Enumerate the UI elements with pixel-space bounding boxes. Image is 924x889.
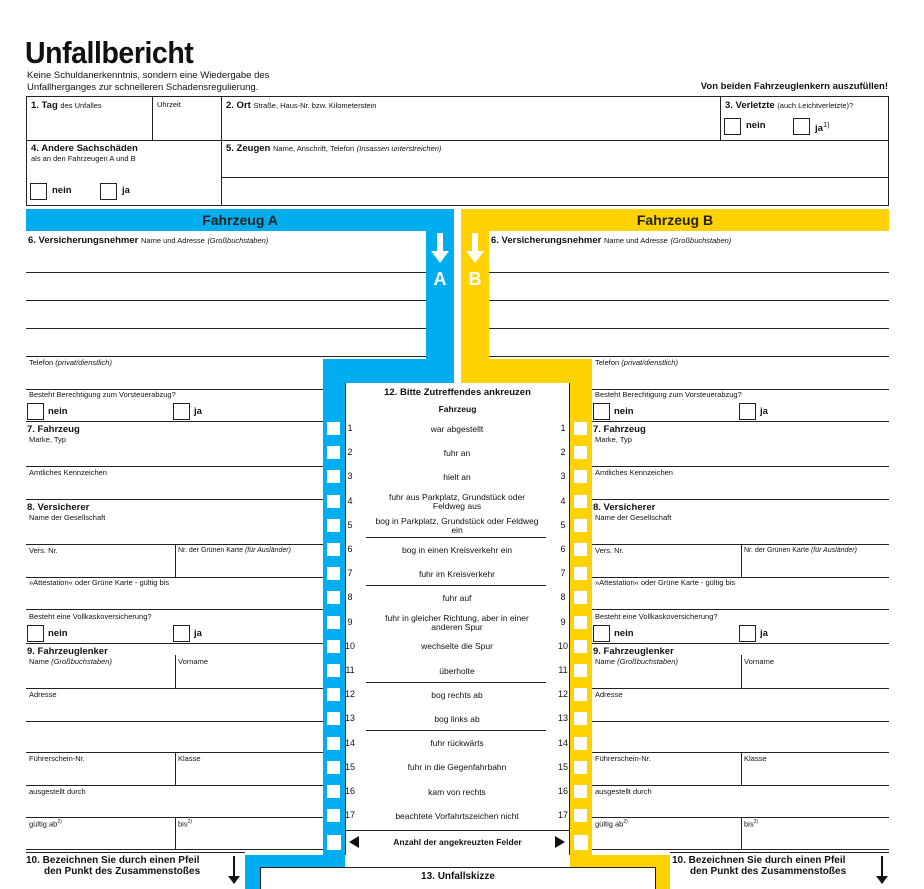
- a-insurer-label: Name der Gesellschaft: [29, 513, 106, 522]
- a-circumstance-number: 11: [345, 665, 355, 675]
- a-first-name-field[interactable]: [176, 668, 323, 688]
- a-circumstance-number: 5: [347, 519, 353, 530]
- circumstance-text: fuhr in die Gegenfahrbahn: [407, 762, 507, 773]
- b-address-label: Adresse: [595, 690, 623, 699]
- a-valid-from-label: gültig $ab^{2)}$: [29, 819, 62, 829]
- a-comprehensive-yes-checkbox[interactable]: [173, 625, 190, 642]
- a-valid-from-field[interactable]: [26, 829, 175, 849]
- b-comprehensive-yes-checkbox[interactable]: [739, 625, 756, 642]
- a-address-field[interactable]: [26, 701, 323, 721]
- b-policy-no-label: Vers. Nr.: [595, 546, 624, 555]
- damage-no-checkbox[interactable]: [30, 183, 47, 200]
- b-license-class-field[interactable]: [742, 764, 889, 784]
- date-field[interactable]: [28, 113, 150, 138]
- b-plate-field[interactable]: [592, 478, 889, 498]
- circumstance-text: bog links ab: [434, 713, 480, 724]
- b-attestation-label: »Attestation« oder Grüne Karte - gültig bis: [595, 578, 736, 587]
- circumstance-text: hielt an: [443, 471, 471, 482]
- a-circumstance-checkbox-7[interactable]: [327, 567, 340, 580]
- circumstance-text: beachtete Vorfahrtszeichen nicht: [395, 810, 519, 821]
- circumstance-text: fuhr aus Parkplatz, Grundstück oder Feldweg aus: [388, 491, 526, 511]
- a-make-type-field[interactable]: [26, 445, 323, 465]
- a-attestation-label: »Attestation« oder Grüne Karte - gültig bis: [29, 578, 170, 587]
- b-circumstance-number: 8: [560, 592, 566, 603]
- a-circumstance-checkbox-11[interactable]: [327, 664, 340, 677]
- a-valid-to-field[interactable]: [176, 829, 323, 849]
- a-circumstance-checkbox-4[interactable]: [327, 495, 340, 508]
- b-license-class-label: Klasse: [744, 754, 767, 763]
- a-comprehensive-no-checkbox[interactable]: [27, 625, 44, 642]
- count-label: Anzahl der angekreuzten Felder: [393, 837, 522, 847]
- b-circumstance-number: 10: [557, 640, 568, 651]
- vehicle-b-letter: B: [468, 269, 482, 289]
- section-13-title: 13. Unfallskizze: [421, 871, 495, 882]
- b-circumstance-number: 7: [560, 568, 566, 579]
- count-a-field[interactable]: [327, 835, 341, 850]
- a-license-class-label: Klasse: [178, 754, 201, 763]
- b-circumstance-checkbox-14[interactable]: [574, 737, 587, 750]
- a-plate-field[interactable]: [26, 478, 323, 498]
- section-12-subtitle: Fahrzeug: [438, 404, 477, 414]
- damage-no-label: nein: [52, 185, 72, 196]
- b-vat-yes-label: ja: [760, 406, 768, 417]
- a-circumstance-checkbox-15[interactable]: [327, 761, 340, 774]
- b-circumstance-number: 15: [557, 761, 568, 772]
- section-12-title: 12. Bitte Zutreffendes ankreuzen: [384, 387, 531, 398]
- a-circumstance-checkbox-2[interactable]: [327, 446, 340, 459]
- b-green-card-label: Nr. der Grünen Karte (für Ausländer): [744, 547, 857, 554]
- b-issued-by-field[interactable]: [592, 797, 889, 817]
- page-title: Unfallbericht: [25, 35, 194, 70]
- a-circumstance-number: 1: [347, 423, 353, 433]
- a-phone-field[interactable]: [26, 368, 323, 388]
- a-policy-no-field[interactable]: [26, 556, 175, 576]
- a-license-class-field[interactable]: [176, 764, 323, 784]
- b-circumstance-checkbox-7[interactable]: [574, 567, 587, 580]
- b-issued-by-label: ausgestellt durch: [595, 787, 652, 796]
- section-5-label: 5. Zeugen Name, Anschrift, Telefon (Insassen unterstreichen): [226, 143, 442, 154]
- injured-yes-checkbox[interactable]: [793, 118, 810, 135]
- b-circumstance-checkbox-3[interactable]: [574, 470, 587, 483]
- b-phone-field[interactable]: [592, 368, 889, 388]
- b-section-6-label: 6. Versicherungsnehmer Name und Adresse (Großbuchstaben): [491, 235, 732, 246]
- section-10-b-line2: den Punkt des Zusammenstoßes: [690, 866, 847, 877]
- injured-no-checkbox[interactable]: [724, 118, 741, 135]
- a-insurer-field[interactable]: [26, 523, 323, 543]
- b-vat-no-label: nein: [614, 406, 634, 417]
- b-comprehensive-yes-label: ja: [760, 628, 768, 639]
- b-circumstance-checkbox-12[interactable]: [574, 688, 587, 701]
- circumstance-text: fuhr rückwärts: [430, 738, 484, 749]
- a-circumstance-checkbox-16[interactable]: [327, 785, 340, 798]
- b-phone-label: Telefon (privat/dienstlich): [595, 358, 678, 367]
- b-vat-yes-checkbox[interactable]: [739, 403, 756, 420]
- b-circumstance-number: 4: [560, 495, 566, 506]
- section-4-sublabel: als an den Fahrzeugen A und B: [31, 154, 136, 163]
- a-vat-yes-checkbox[interactable]: [173, 403, 190, 420]
- a-circumstance-number: 13: [344, 713, 355, 724]
- a-circumstance-number: 7: [347, 568, 353, 579]
- b-circumstance-number: 2: [560, 447, 566, 458]
- a-circumstance-number: 12: [344, 689, 355, 700]
- a-circumstance-checkbox-10[interactable]: [327, 640, 340, 653]
- b-license-no-field[interactable]: [592, 764, 741, 784]
- a-circumstance-number: 16: [344, 786, 355, 796]
- b-make-type-label: Marke, Typ: [595, 435, 632, 444]
- b-circumstance-number: 6: [560, 544, 566, 554]
- b-comprehensive-no-checkbox[interactable]: [593, 625, 610, 642]
- circumstance-text: fuhr im Kreisverkehr: [418, 568, 496, 579]
- b-first-name-label: Vorname: [744, 657, 775, 666]
- b-license-no-label: Führerschein-Nr.: [595, 754, 651, 763]
- circumstance-text: bog rechts ab: [431, 689, 483, 700]
- a-vat-question: Besteht Berechtigung zum Vorsteuerabzug?: [29, 390, 176, 399]
- b-plate-label: Amtliches Kennzeichen: [595, 468, 673, 477]
- b-driver-name-field[interactable]: [592, 668, 741, 688]
- injured-no-label: nein: [746, 120, 766, 131]
- b-circumstance-checkbox-8[interactable]: [574, 591, 587, 604]
- a-circumstance-number: 17: [344, 810, 355, 821]
- a-circumstance-checkbox-9[interactable]: [327, 616, 340, 629]
- b-attestation-field[interactable]: [592, 589, 889, 609]
- time-label: Uhrzeit: [157, 100, 181, 109]
- subtitle-line-1: Keine Schuldanerkenntnis, sondern eine Wiedergabe des: [27, 70, 270, 81]
- b-circumstance-checkbox-16[interactable]: [574, 785, 587, 798]
- a-green-card-label: Nr. der Grünen Karte (für Ausländer): [178, 547, 291, 554]
- b-circumstance-checkbox-17[interactable]: [574, 809, 587, 822]
- a-vat-no-label: nein: [48, 406, 68, 417]
- a-issued-by-field[interactable]: [26, 797, 323, 817]
- a-issued-by-label: ausgestellt durch: [29, 787, 86, 796]
- arrow-down-10a-icon: [226, 855, 242, 885]
- a-circumstance-checkbox-12[interactable]: [327, 688, 340, 701]
- a-circumstance-number: 15: [344, 761, 355, 772]
- a-phone-label: Telefon (privat/dienstlich): [29, 358, 112, 367]
- a-plate-label: Amtliches Kennzeichen: [29, 468, 107, 477]
- a-circumstance-checkbox-3[interactable]: [327, 470, 340, 483]
- a-circumstance-number: 2: [347, 447, 353, 458]
- b-valid-to-field[interactable]: [742, 829, 889, 849]
- circumstance-text: war abgestellt: [430, 423, 484, 434]
- b-circumstance-number: 16: [557, 786, 568, 796]
- b-valid-to-label: bis$^{2)}$: [744, 819, 759, 829]
- b-valid-from-label: gültig $ab^{2)}$: [595, 819, 628, 829]
- a-vat-no-checkbox[interactable]: [27, 403, 44, 420]
- b-circumstance-number: 11: [558, 665, 568, 675]
- section-10-a-line1: 10. Bezeichnen Sie durch einen Pfeil: [26, 855, 200, 866]
- b-circumstance-number: 1: [560, 423, 566, 433]
- a-circumstance-number: 4: [347, 495, 353, 506]
- a-circumstance-number: 14: [344, 737, 355, 748]
- b-circumstance-checkbox-15[interactable]: [574, 761, 587, 774]
- a-first-name-label: Vorname: [178, 657, 209, 666]
- fill-note: Von beiden Fahrzeuglenkern auszufüllen!: [700, 81, 888, 92]
- a-circumstance-number: 10: [344, 640, 355, 651]
- b-policyholder-field[interactable]: [489, 248, 889, 354]
- b-circumstance-checkbox-13[interactable]: [574, 712, 587, 725]
- b-circumstance-number: 17: [557, 810, 568, 821]
- a-section-7-label: 7. Fahrzeug: [27, 424, 80, 435]
- a-address-label: Adresse: [29, 690, 57, 699]
- damage-yes-checkbox[interactable]: [100, 183, 117, 200]
- circumstance-text: bog in Parkplatz, Grundstück oder Feldweg ein: [375, 515, 539, 535]
- circumstance-text: überholte: [439, 665, 475, 676]
- a-comprehensive-yes-label: ja: [194, 628, 202, 639]
- b-circumstance-number: 9: [560, 616, 566, 627]
- section-1-label: 1. Tag des Unfalles: [31, 100, 102, 111]
- section-4-label: 4. Andere Sachschäden: [31, 143, 138, 154]
- a-policyholder-field[interactable]: [26, 248, 426, 354]
- a-license-no-label: Führerschein-Nr.: [29, 754, 85, 763]
- b-circumstance-checkbox-9[interactable]: [574, 616, 587, 629]
- arrow-down-a-icon: [430, 231, 450, 265]
- a-license-no-field[interactable]: [26, 764, 175, 784]
- circumstance-text: fuhr in gleicher Richtung, aber in einer anderen Spur: [385, 612, 529, 632]
- a-circumstance-checkbox-13[interactable]: [327, 712, 340, 725]
- b-section-7-label: 7. Fahrzeug: [593, 424, 646, 435]
- vehicle-a-title: Fahrzeug A: [202, 212, 278, 228]
- circumstance-text: wechselte die Spur: [421, 641, 493, 652]
- b-driver-name-label: Name (Großbuchstaben): [595, 657, 678, 666]
- a-comprehensive-no-label: nein: [48, 628, 68, 639]
- witnesses-field[interactable]: [223, 156, 887, 204]
- b-comprehensive-no-label: nein: [614, 628, 634, 639]
- b-insurer-label: Name der Gesellschaft: [595, 513, 672, 522]
- b-insurer-field[interactable]: [592, 523, 889, 543]
- a-circumstance-checkbox-14[interactable]: [327, 737, 340, 750]
- b-section-8-label: 8. Versicherer: [593, 502, 656, 513]
- a-section-9-label: 9. Fahrzeuglenker: [27, 646, 108, 657]
- subtitle-line-2: Unfallherganges zur schnelleren Schadensregulierung.: [27, 82, 259, 93]
- b-circumstance-checkbox-1[interactable]: [574, 422, 587, 435]
- circumstance-text: fuhr auf: [442, 592, 472, 603]
- b-address-field[interactable]: [592, 701, 889, 721]
- b-circumstance-checkbox-6[interactable]: [574, 543, 587, 556]
- a-make-type-label: Marke, Typ: [29, 435, 66, 444]
- arrow-down-10b-icon: [874, 855, 890, 885]
- b-circumstance-checkbox-10[interactable]: [574, 640, 587, 653]
- b-circumstance-checkbox-2[interactable]: [574, 446, 587, 459]
- b-circumstance-number: 5: [560, 519, 566, 530]
- a-circumstance-checkbox-17[interactable]: [327, 809, 340, 822]
- b-circumstance-checkbox-4[interactable]: [574, 495, 587, 508]
- b-circumstance-number: 14: [557, 737, 568, 748]
- b-circumstance-checkbox-11[interactable]: [574, 664, 587, 677]
- vehicle-a-letter: A: [433, 269, 447, 289]
- circumstance-text: bog in einen Kreisverkehr ein: [401, 544, 513, 555]
- b-comprehensive-question: Besteht eine Vollkaskoversicherung?: [595, 612, 718, 621]
- a-circumstance-number: 6: [347, 544, 353, 554]
- arrow-down-b-icon: [465, 231, 485, 265]
- b-circumstance-number: 13: [557, 713, 568, 724]
- a-section-6-label: 6. Versicherungsnehmer Name und Adresse (Großbuchstaben): [28, 235, 269, 246]
- a-circumstance-number: 9: [347, 616, 353, 627]
- b-policy-no-field[interactable]: [592, 556, 741, 576]
- b-circumstance-number: 12: [557, 689, 568, 700]
- a-valid-to-label: bis$^{2)}$: [178, 819, 193, 829]
- b-make-type-field[interactable]: [592, 445, 889, 465]
- a-circumstance-checkbox-1[interactable]: [327, 422, 340, 435]
- a-section-8-label: 8. Versicherer: [27, 502, 90, 513]
- b-valid-from-field[interactable]: [592, 829, 741, 849]
- a-vat-yes-label: ja: [194, 406, 202, 417]
- a-green-card-field[interactable]: [176, 556, 323, 576]
- b-first-name-field[interactable]: [742, 668, 889, 688]
- section-10-a-line2: den Punkt des Zusammenstoßes: [44, 866, 201, 877]
- a-circumstance-number: 8: [347, 592, 353, 603]
- circumstance-text: kam von rechts: [428, 786, 486, 797]
- a-circumstance-checkbox-6[interactable]: [327, 543, 340, 556]
- b-section-9-label: 9. Fahrzeuglenker: [593, 646, 674, 657]
- circumstance-text: fuhr an: [443, 447, 471, 458]
- count-b-field[interactable]: [574, 835, 588, 850]
- b-vat-no-checkbox[interactable]: [593, 403, 610, 420]
- injured-yes-label: $ja^{1)}$: [815, 120, 830, 135]
- vehicle-b-title: Fahrzeug B: [636, 212, 714, 228]
- a-attestation-field[interactable]: [26, 589, 323, 609]
- damage-yes-label: ja: [122, 185, 130, 196]
- b-green-card-field[interactable]: [742, 556, 889, 576]
- b-circumstance-number: 3: [560, 471, 566, 482]
- a-driver-name-label: Name (Großbuchstaben): [29, 657, 112, 666]
- section-10-b-line1: 10. Bezeichnen Sie durch einen Pfeil: [672, 855, 846, 866]
- a-circumstance-checkbox-8[interactable]: [327, 591, 340, 604]
- a-comprehensive-question: Besteht eine Vollkaskoversicherung?: [29, 612, 152, 621]
- a-driver-name-field[interactable]: [26, 668, 175, 688]
- section-3-label: 3. Verletzte (auch Leichtverletzte)?: [725, 100, 854, 111]
- b-vat-question: Besteht Berechtigung zum Vorsteuerabzug?: [595, 390, 742, 399]
- a-circumstance-number: 3: [347, 471, 353, 482]
- b-circumstance-checkbox-5[interactable]: [574, 519, 587, 532]
- location-field[interactable]: [223, 113, 718, 138]
- a-policy-no-label: Vers. Nr.: [29, 546, 58, 555]
- a-circumstance-checkbox-5[interactable]: [327, 519, 340, 532]
- section-2-label: 2. Ort Straße, Haus-Nr. bzw. Kilometerstein: [226, 100, 377, 111]
- time-field[interactable]: [154, 113, 219, 138]
